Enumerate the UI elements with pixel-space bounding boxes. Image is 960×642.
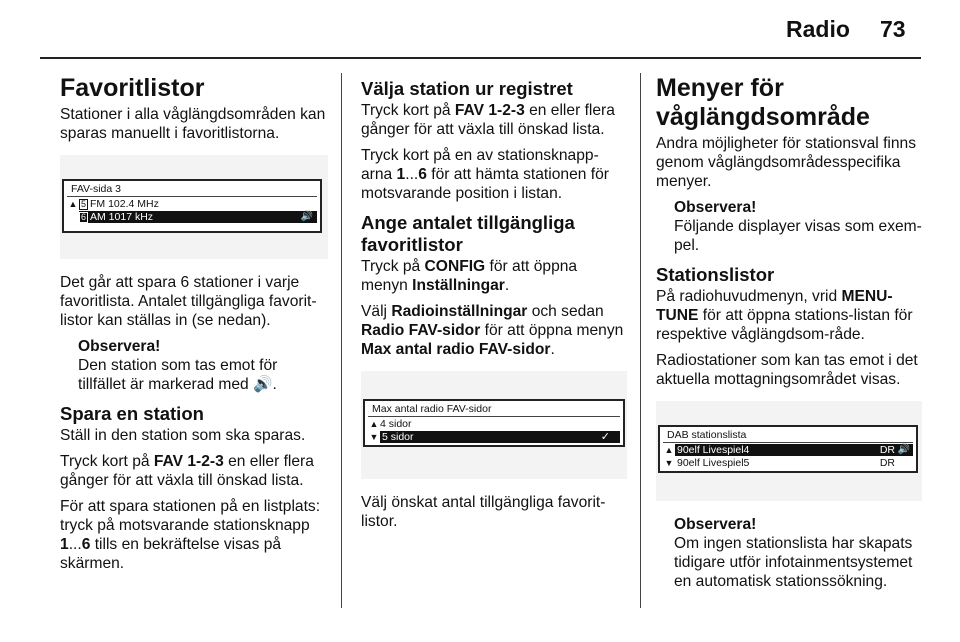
subsection-heading: Stationslistor bbox=[656, 264, 775, 285]
display-title: DAB stationslista bbox=[663, 427, 913, 443]
paragraph: Välj önskat antal tillgängliga favorit-listor. bbox=[361, 494, 606, 530]
display-title: Max antal radio FAV-sidor bbox=[368, 401, 620, 417]
paragraph: Välj Radioinställningar och sedan Radio FAV-sidor för att öppna menyn Max antal radio FAV-sidor. bbox=[361, 303, 624, 358]
display-title: FAV-sida 3 bbox=[67, 181, 317, 197]
note-text: Följande displayer visas som exem-pel. bbox=[674, 218, 922, 254]
speaker-icon: 🔊 bbox=[897, 444, 910, 455]
section-heading: Menyer för våglängdsområde bbox=[656, 74, 870, 131]
header-rule bbox=[40, 57, 921, 59]
station-tag: DR bbox=[879, 444, 895, 456]
checkmark-icon: ✓ bbox=[600, 431, 610, 443]
speaker-icon: 🔊 bbox=[253, 376, 273, 393]
station-label: 90elf Livespiel4 bbox=[677, 444, 750, 456]
note-heading: Observera! bbox=[674, 516, 757, 533]
station-label: FM 102.4 MHz bbox=[90, 198, 159, 210]
paragraph: Stationer i alla våglängdsområden kan sparas manuellt i favoritlistorna. bbox=[60, 106, 326, 142]
preset-number: 5 bbox=[81, 198, 87, 209]
paragraph: På radiohuvudmenyn, vrid MENU-TUNE för att öppna stations-listan för respektive våglängdsom-råde. bbox=[656, 288, 913, 343]
display-row-selected bbox=[79, 211, 317, 223]
preset-number: 6 bbox=[81, 211, 87, 222]
note bbox=[60, 337, 328, 394]
column-1 bbox=[60, 74, 328, 580]
column-divider-1 bbox=[341, 73, 342, 608]
arrow-up-icon: ▲ bbox=[68, 199, 78, 209]
page-number: 73 bbox=[880, 16, 906, 42]
arrow-down-icon: ▼ bbox=[369, 432, 379, 442]
subsection-heading: Ange antalet tillgängliga favoritlistor bbox=[361, 212, 575, 255]
radio-display bbox=[62, 179, 322, 233]
note bbox=[656, 515, 922, 591]
paragraph: Tryck på CONFIG för att öppna menyn Inställningar. bbox=[361, 258, 578, 294]
column-divider-2 bbox=[640, 73, 641, 608]
station-label: AM 1017 kHz bbox=[90, 211, 154, 223]
display-illustration bbox=[361, 371, 627, 479]
subsection-heading: Välja station ur registret bbox=[361, 78, 573, 99]
paragraph: Tryck kort på FAV 1-2-3 en eller flera gånger för att växla till önskad lista. bbox=[60, 453, 314, 489]
note-heading: Observera! bbox=[674, 199, 757, 216]
station-label: 90elf Livespiel5 bbox=[677, 457, 750, 469]
display-illustration bbox=[656, 401, 922, 501]
display-illustration bbox=[60, 155, 328, 259]
note-text: Om ingen stationslista har skapats tidigare utför infotainmentsystemet en automatisk stationssökning. bbox=[674, 535, 913, 590]
station-tag: DR bbox=[879, 457, 895, 469]
paragraph: Det går att spara 6 stationer i varje favoritlista. Antalet tillgängliga favorit-listor kan ställas in (se nedan). bbox=[60, 274, 317, 329]
arrow-down-icon: ▼ bbox=[664, 458, 674, 468]
note-text: Den station som tas emot för tillfället är markerad med bbox=[78, 357, 278, 393]
column-3 bbox=[656, 74, 922, 598]
column-2 bbox=[361, 74, 627, 538]
radio-display bbox=[658, 425, 918, 473]
section-heading: Favoritlistor bbox=[60, 74, 205, 102]
period: . bbox=[272, 376, 277, 393]
display-row bbox=[67, 198, 317, 210]
display-row bbox=[663, 457, 913, 469]
subsection-heading: Spara en station bbox=[60, 403, 204, 424]
option-label: 4 sidor bbox=[380, 418, 412, 430]
display-row-selected bbox=[663, 444, 913, 456]
arrow-up-icon: ▲ bbox=[664, 445, 674, 455]
display-row bbox=[368, 418, 620, 430]
radio-display bbox=[363, 399, 625, 447]
paragraph: Tryck kort på en av stationsknapp-arna 1...6 för att hämta stationen för motsvarande position i listan. bbox=[361, 147, 609, 202]
note-heading: Observera! bbox=[78, 338, 161, 355]
paragraph: Ställ in den station som ska sparas. bbox=[60, 427, 306, 444]
display-row-selected bbox=[368, 431, 620, 443]
option-label: 5 sidor bbox=[382, 431, 414, 443]
paragraph: Radiostationer som kan tas emot i det aktuella mottagningsområdet visas. bbox=[656, 352, 918, 388]
paragraph: För att spara stationen på en listplats: tryck på motsvarande stationsknapp 1...6 tills en bekräftelse visas på skärmen. bbox=[60, 498, 321, 572]
speaker-icon: 🔊 bbox=[300, 211, 313, 222]
paragraph: Andra möjligheter för stationsval finns genom våglängdsområdesspecifika menyer. bbox=[656, 135, 917, 190]
page-header-title: Radio bbox=[786, 16, 850, 42]
arrow-up-icon: ▲ bbox=[369, 419, 379, 429]
paragraph: Tryck kort på FAV 1-2-3 en eller flera gånger för att växla till önskad lista. bbox=[361, 102, 615, 138]
note bbox=[656, 198, 922, 255]
